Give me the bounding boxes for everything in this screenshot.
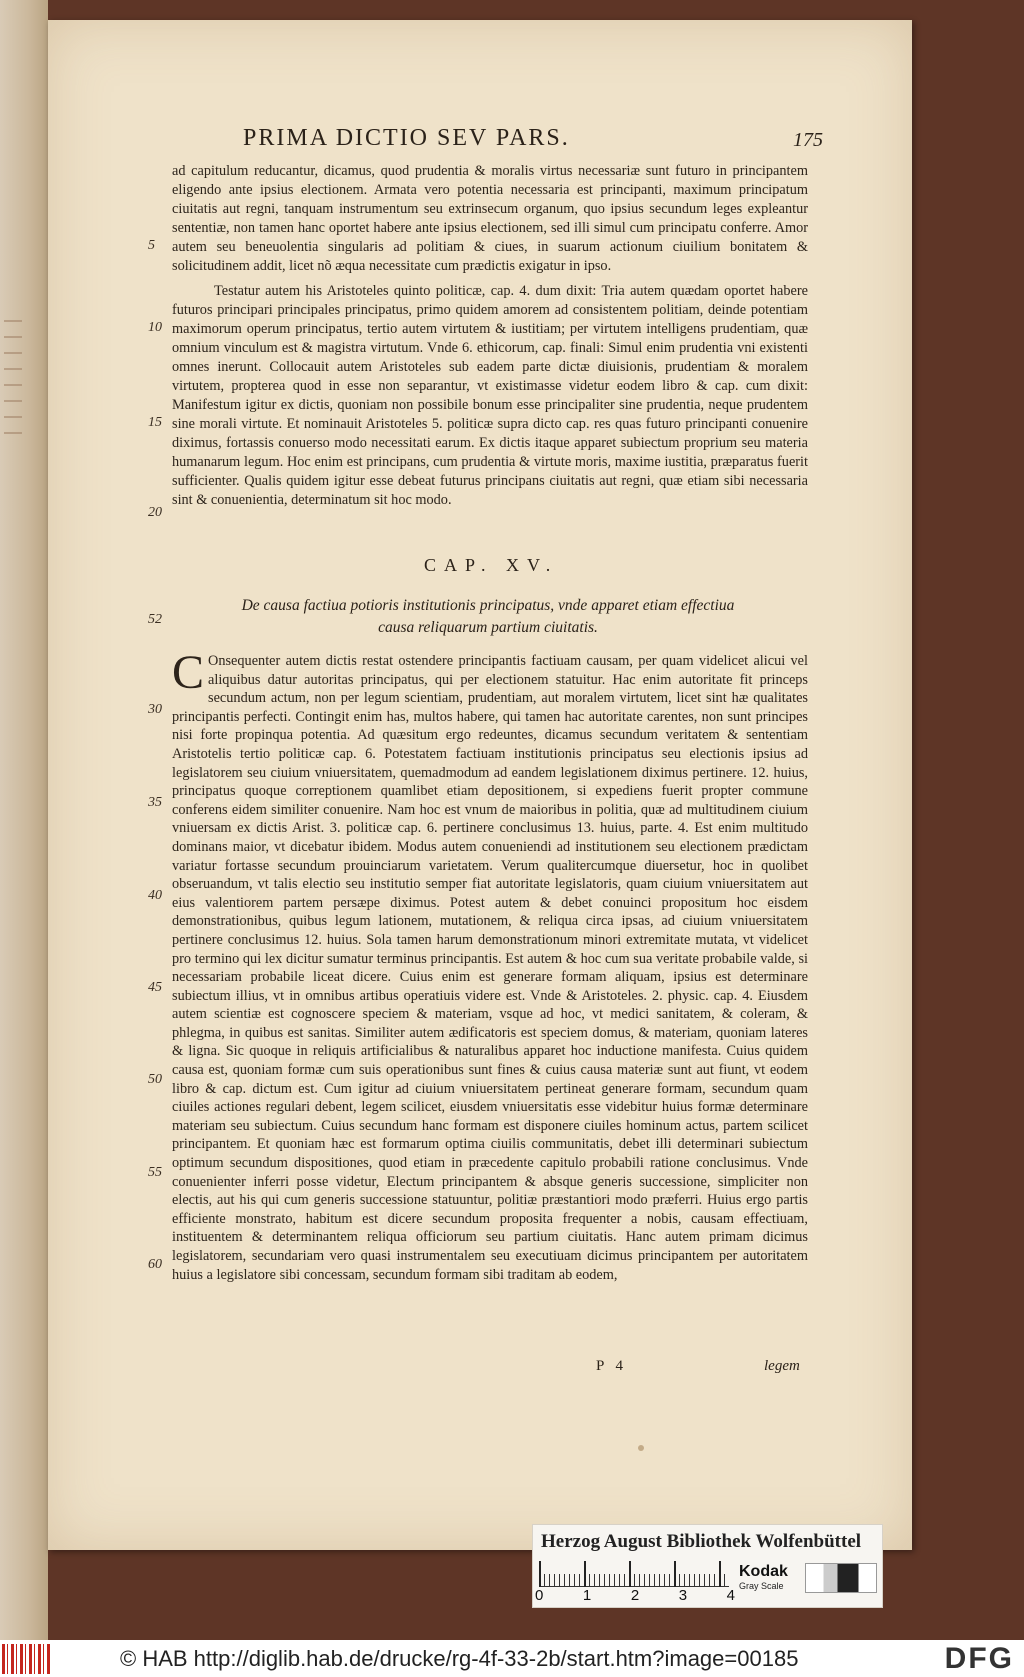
chapter-body: [172, 646, 808, 1284]
drop-cap: C: [172, 646, 205, 699]
top-text-block: [172, 162, 808, 516]
library-name: Herzog August Bibliothek Wolfenbüttel: [541, 1531, 862, 1552]
ruler-label: 1: [582, 1587, 592, 1604]
paragraph-2: [172, 282, 808, 510]
ruler-label: 2: [630, 1587, 640, 1604]
adjacent-page-marks: [4, 320, 34, 448]
gray-scale-swatch: [805, 1563, 877, 1593]
adjacent-page-edge: [0, 0, 48, 1640]
page-header: [243, 112, 823, 152]
book-page: [48, 20, 912, 1550]
chapter-body-text: Onsequenter autem dictis restat ostendere principantis factiuam causam, per quam videlicet alicui vel aliquibus datur autoritas principatus, qui per electionem statuitur. Hac enim autoritate fit princeps secundum actum, non per legum scientiam, prudentiam, aut moralem virtutem, licet sint hæ qualitates principantis perfecti. Contingit enim has, multos habere, qui tamen hac autoritate carentes, non sunt principes nisi forte propinqua potentia. Ad quæsitum ergo redeuntes, dicamus secundum veritatem & sententiam Aristotelis tertio politicæ cap. 6. Potestatem factiuam institutionis principatus seu electionis ipsius ad legislatorem seu ciuium vniuersitatem, quemadmodum ad eandem legislationem diximus pertinere. 12. huius, principatus quoque correptionem quamlibet etiam depositionem, si expediens fuerit propter commune conferens eidem similiter conuenire. Nam hoc est vnum de maioribus in politia, quæ ad multitudinem ciuium vniuersam ex dictis Arist. 3. politicæ cap. 6. pertinere conclusimus 13. huius, parte. 4. Est enim multitudo dominans maior, vt dicebatur ibidem. Modus autem conueniendi ad institutionem seu electionem prædictam variatur fortasse secundum prouinciarum varietatem. Verum qualitercumque diuersetur, hoc in quolibet obseruandum, vt talis electio seu institutio semper fiat autoritate legislatoris, quam ciuium vniuersitatem aut eius valentiorem partem persæpe diximus. Potest autem & debet conuinci propositum hoc eisdem demonstrationibus, quibus legum lationem, mutationem, & reliqua circa ipsas, ad ciuium vniuersitatem pertinere conclusimus 12. huius. Sola tamen harum demonstrationum minori extremitate mutata, vt videlicet pro termino qui lex dicitur sumatur terminus principantis. Est autem & hoc cum sua veritate probabile valde, si necessariam probabile liceat dicere. Cuius enim est generare formam aliquam, ipsius est determinare subiectum illius, vt in omnibus artibus operatiuis videre est. Vnde & Aristoteles. 2. physic. cap. 4. Eiusdem autem scientiæ est cognoscere speciem & materiam, vsque ad hoc, vt medici sanitatem, & coleram, & phlegma, in quibus est sanitas. Similiter autem ædificatoris est speciem domus, & materiam, quoniam lateres & ligna. Sic quoque in reliquis artificialibus & naturalibus apparet hoc inductione manifesta. Cuius quidem causa est, quoniam formæ cum suis operationibus sunt fines & cuius causa materiæ sunt aut fiunt, vt eodem libro & cap. dictum est. Cum igitur ad ciuium vniuersitatem pertineat generare formam, secundum quam ciuiles actiones regulari debent, legem scilicet, eiusdem vniuersitatis esse videbitur huius formæ determinare materiam seu subiectum. Cuius secundum hanc formam est disponere ciuiles hominum actus, partem scilicet principantem. Et quoniam hæc est formarum optima ciuilis communitatis, debet illi determinari subiectum optimum secundum dispositiones, quod etiam in præcedente capitulo probabili ratione conclusimus. Vnde conuenienter inferri posse videtur, Electum principantem & absque generis successione, simpliciter non electis, aut his qui cum generis successione statuuntur, politiæ præstantiori modo præferri. Huius ergo partis efficiente monstrato, habitum est dicere secundum proposita frequenter a nobis, causam effectiuam, instituentem & determinantem reliqua officiorum seu partium ciuitatis. Hanc autem primam dicimus legislatorem, secundariam vero quasi instrumentalem seu executiuam dicimus principantem per autoritatem huius a legislatore sibi concessam, secundum formam sibi traditam ab eodem,: [172, 653, 808, 1283]
running-head: PRIMA DICTIO SEV PARS.: [243, 125, 570, 151]
catchword: legem: [764, 1358, 800, 1374]
chapter-title: CAP. XV.: [424, 555, 559, 575]
barcode-icon: [2, 1644, 50, 1674]
copyright-url[interactable]: © HAB http://diglib.hab.de/drucke/rg-4f-33-2b/start.htm?image=00185: [120, 1645, 799, 1671]
kodak-label: [739, 1563, 788, 1591]
ruler-label: 4: [726, 1587, 735, 1604]
paragraph-1-text: ad capitulum reducantur, dicamus, quod prudentia & moralis virtus necessariæ sunt futuro in principantem eligendo ante ipsius electionem. Armata vero potentia necessaria est principanti, maximum principatum ciuitatis aut regni, tanquam instrumentum seu extrinsecum organum, quo ipsius secundum leges expleantur sententiæ, non tamen hanc oportet habere ante ipsius electionem, sed illi simul cum principatu conferre. Amor autem seu beneuolentia singularis ad politiam & ciues, in suarum actionum ciuilium bonitatem & solicitudinem addit, licet nõ æqua necessitate cum prædictis exigatur in ipso.: [172, 163, 808, 274]
line-number: 5: [148, 238, 155, 253]
page-number: 175: [793, 129, 823, 151]
line-number: 50: [148, 1072, 162, 1087]
line-number: 60: [148, 1257, 162, 1272]
ruler-label: 3: [678, 1587, 688, 1604]
line-number: 20: [148, 505, 162, 520]
line-number: 45: [148, 980, 162, 995]
ruler-major-ticks: [539, 1561, 729, 1587]
line-number: 40: [148, 888, 162, 903]
line-number: 10: [148, 320, 162, 335]
color-target-card: [532, 1524, 883, 1608]
line-number: 15: [148, 415, 162, 430]
line-number: 55: [148, 1165, 162, 1180]
line-number: 30: [148, 702, 162, 717]
chapter-subtitle: De causa factiua potioris institutionis principatus, vnde apparet etiam effectiua causa reliquarum partium ciuitatis.: [241, 597, 735, 636]
ruler-label: 0: [535, 1587, 544, 1604]
page-blemish: [638, 1445, 644, 1451]
ruler-labels: [535, 1587, 735, 1604]
kodak-brand: Kodak: [739, 1563, 788, 1580]
paragraph-1: [172, 162, 808, 276]
footer-bar: [0, 1640, 1024, 1677]
line-number: 52: [148, 612, 162, 627]
line-number: 35: [148, 795, 162, 810]
signature-mark: P 4: [596, 1358, 628, 1374]
kodak-subtitle: Gray Scale: [739, 1581, 784, 1591]
dfg-logo: DFG: [944, 1642, 1014, 1675]
paragraph-2-text: Testatur autem his Aristoteles quinto politicæ, cap. 4. dum dixit: Tria autem quædam oportet habere futuros principari principales principatus, primo quidem amorem ad consistentem politiam, deinde potentiam maximorum operum principatus, tertio autem virtutem & iustitiam; per virtutem intelligens prudentiam, quæ omnium vinculum est & magistra virtutum. Vnde 6. ethicorum, cap. finali: Simul enim prudentia vni existenti omnes inerunt. Collocauit autem Aristoteles sub eadem parte dictæ diuisionis, prudentiam & moralem virtutem, propterea quod in esse non separantur, vt existimasse videtur eodem libro & cap. cum dixit: Manifestum igitur ex dictis, quoniam non possibile bonum esse principaliter sine prudentia, neque prudentem sine morali virtute. Et nominauit Aristoteles 5. politicæ supra dicto cap. res quas futuro principanti conuenire diximus, fortassis conuerso modo necessitati earum. Ex dictis itaque apparet subiectum proprium seu materia humanarum legum. Hoc enim est principans, cum prudentia & virtute moris, maxime iustitia, præparatus fuerit sufficienter. Qualis quidem igitur esse debeat futurus principans ciuitatis aut regni, quæ etiam sibi necessaria sint & conuenientia, determinatum sit hoc modo.: [172, 283, 808, 508]
